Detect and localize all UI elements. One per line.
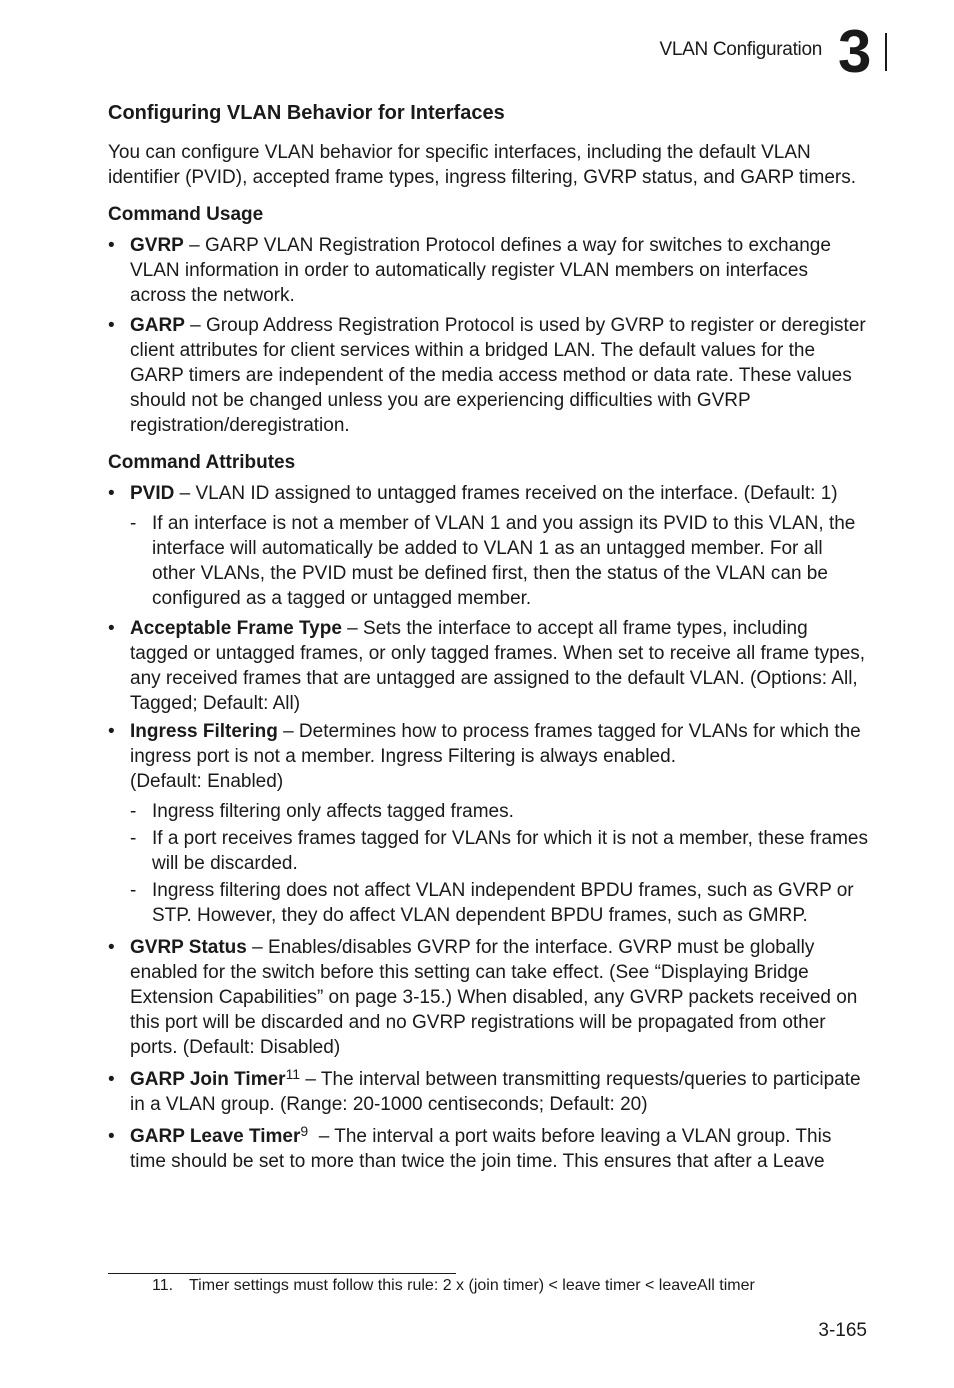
ingress-subitem-2: - If a port receives frames tagged for VLANs for which it is not a member, these frames will be discarded. — [108, 826, 868, 876]
desc-leave-timer: – The interval a port waits before leaving a VLAN group. This time should be set to more than twice the join time. This ensures that after a Leave — [130, 1126, 837, 1172]
running-header-title: VLAN Configuration — [659, 39, 822, 60]
desc-frame-type: – Sets the interface to accept all frame types, including tagged or untagged frames, or only tagged frames. When set to receive all frame types, any received frames that are untagged are assigned to the default VLAN. (Options: All, Tagged; Default: All) — [130, 618, 866, 714]
intro-paragraph: You can configure VLAN behavior for specific interfaces, including the default VLAN identifier (PVID), accepted frame types, ingress filtering, GVRP status, and GARP timers. — [108, 142, 856, 188]
page-number: 3-165 — [818, 1320, 867, 1341]
page-content — [108, 100, 868, 1174]
desc-garp: – Group Address Registration Protocol is used by GVRP to register or deregister client attributes for client services within a bridged LAN. The default values for the GARP timers are independent of the media access method or data rate. These values should not be changed unless you are experiencing difficulties with GVRP registration/deregistration. — [130, 315, 866, 436]
command-attributes-heading: Command Attributes — [108, 452, 296, 473]
desc-join-timer: – The interval between transmitting requests/queries to participate in a VLAN group. (Range: 20-1000 centiseconds; Default: 20) — [130, 1069, 861, 1115]
footnote-text: Timer settings must follow this rule: 2 x (join timer) < leave timer < leaveAll timer — [189, 1277, 755, 1294]
term-gvrp: GVRP — [130, 235, 184, 256]
attr-item-frame-type — [108, 616, 868, 716]
header-divider — [885, 33, 887, 71]
footnote-rule — [108, 1273, 456, 1274]
ingress-default: (Default: Enabled) — [130, 771, 284, 792]
desc-pvid: – VLAN ID assigned to untagged frames received on the interface. (Default: 1) — [174, 483, 838, 504]
attr-item-leave-timer — [108, 1124, 868, 1174]
footnote-ref-9: 9 — [300, 1123, 309, 1139]
term-pvid: PVID — [130, 483, 175, 504]
term-leave-timer: GARP Leave Timer — [130, 1126, 301, 1147]
attr-item-ingress-filtering — [108, 719, 868, 794]
desc-gvrp-status: – Enables/disables GVRP for the interface. GVRP must be globally enabled for the switch before this setting can take effect. (See “Displaying Bridge Extension Capabilities” on page 3-15.) When disabled, any GVRP packets received on this port will be discarded and no GVRP registrations will be propagated from other ports. (Default: Disabled) — [130, 937, 858, 1058]
ingress-subitem-1: - Ingress filtering only affects tagged frames. — [108, 799, 868, 824]
desc-ingress-filtering: – Determines how to process frames tagged for VLANs for which the ingress port is not a member. Ingress Filtering is always enabled. — [130, 721, 861, 767]
term-gvrp-status: GVRP Status — [130, 937, 247, 958]
term-ingress-filtering: Ingress Filtering — [130, 721, 278, 742]
command-usage-heading: Command Usage — [108, 204, 264, 225]
attr-item-gvrp-status — [108, 935, 868, 1060]
ingress-subitem-3: - Ingress filtering does not affect VLAN independent BPDU frames, such as GVRP or STP. However, they do affect VLAN dependent BPDU frames, such as GMRP. — [108, 878, 868, 928]
attr-item-join-timer — [108, 1067, 868, 1117]
attr-item-pvid — [108, 481, 868, 506]
footnote-number: 11. — [152, 1277, 174, 1294]
term-frame-type: Acceptable Frame Type — [130, 618, 342, 639]
footnote — [152, 1276, 755, 1296]
footnote-ref-11: 11 — [285, 1066, 301, 1082]
usage-item-gvrp — [108, 233, 868, 308]
pvid-subitem: - If an interface is not a member of VLAN 1 and you assign its PVID to this VLAN, the interface will automatically be added to VLAN 1 as an untagged member. For all other VLANs, the PVID must be defined first, then the status of the VLAN can be configured as a tagged or untagged member. — [108, 511, 868, 611]
desc-gvrp: – GARP VLAN Registration Protocol defines a way for switches to exchange VLAN information in order to automatically register VLAN members on interfaces across the network. — [130, 235, 831, 306]
section-heading: Configuring VLAN Behavior for Interfaces — [108, 102, 505, 124]
term-join-timer: GARP Join Timer — [130, 1069, 286, 1090]
term-garp: GARP — [130, 315, 185, 336]
usage-item-garp — [108, 313, 868, 438]
chapter-number: 3 — [838, 18, 870, 85]
